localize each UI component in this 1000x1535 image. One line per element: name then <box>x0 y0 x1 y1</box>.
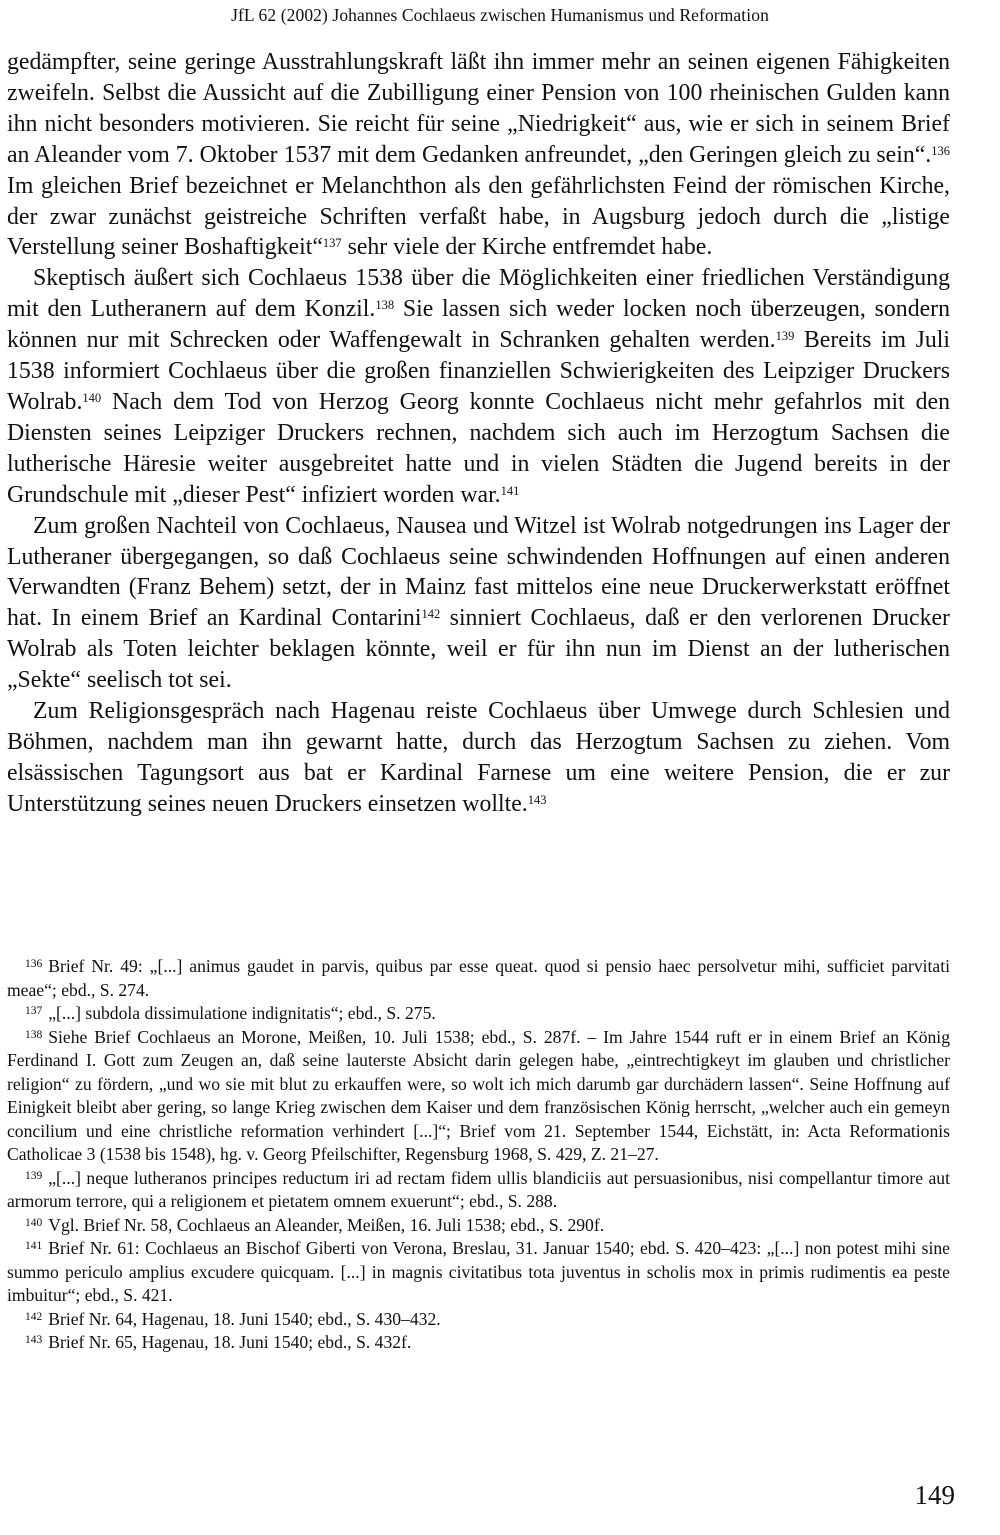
paragraph <box>7 47 950 263</box>
footnote-text: Siehe Brief Cochlaeus an Morone, Meißen, 10. Juli 1538; ebd., S. 287f. – Im Jahre 1544 ruft er in einem Brief an König Ferdinand I. Gott zum Zeugen an, daß seine lauterste Absicht darin gelegen habe, „eintrechtigkeyt im glauben und christlicher religion“ zu fördern, „und wo sie mit blut zu erkauffen were, so wolt ich mich darumb gar durchädern lassen“. Seine Hoffnung auf Einigkeit bleibt aber gering, so lange Krieg zwischen dem Kaiser und dem französischen König herrscht, „welcher auch ein gemeyn concilium und eine christliche reformation verhindert [...]“; Brief vom 21. September 1544, Eichstätt, in: Acta Reformationis Catholicae 3 (1538 bis 1548), hg. v. Georg Pfeilschifter, Regensburg 1968, S. 429, Z. 21–27. <box>7 1026 950 1164</box>
footnote <box>7 1331 950 1355</box>
footnote-text: „[...] neque lutheranos principes reductum iri ad rectam fidem ullis blandiciis aut persuasionibus, nisi compellantur timore aut armorum terrore, qui a religionem et pietatem omnem exuerunt“; ebd., S. 288. <box>7 1167 950 1211</box>
footnote-reference[interactable]: 139 <box>775 329 795 344</box>
text-segment: Zum Religionsgespräch nach Hagenau reiste Cochlaeus über Umwege durch Schlesien und Böhmen, nachdem man ihn gewarnt hatte, durch das Herzogtum Sachsen zu ziehen. Vom elsässischen Tagungsort aus bat er Kardinal Farnese um eine weitere Pension, die er zur Unterstützung seines neuen Druckers einsetzen wollte. <box>7 698 950 817</box>
footnote-reference[interactable]: 143 <box>527 792 547 807</box>
footnote-reference[interactable]: 136 <box>931 143 950 158</box>
footnote-reference[interactable]: 141 <box>500 483 520 498</box>
paragraph <box>7 511 950 696</box>
text-segment: gedämpfter, seine geringe Ausstrahlungskraft läßt ihn immer mehr an seinen eigenen Fähigkeiten zweifeln. Selbst die Aussicht auf die Zubilligung einer Pension von 100 rheinischen Gulden kann ihn nicht besonders motivieren. Sie reicht für seine „Niedrigkeit“ aus, wie er sich in seinem Brief an Aleander vom 7. Oktober 1537 mit dem Gedanken anfreundet, „den Geringen gleich zu sein“. <box>7 49 950 168</box>
text-segment: Im gleichen Brief bezeichnet er Melanchthon als den gefährlichsten Feind der römischen Kirche, der zwar zunächst geistreiche Schriften verfaßt habe, in Augsburg jedoch durch die „listige Verstellung seiner Boshaftigkeit“ <box>7 172 950 261</box>
footnote-number: 137 <box>25 1005 43 1017</box>
footnote-number: 139 <box>25 1169 43 1182</box>
text-segment: Nach dem Tod von Herzog Georg konnte Cochlaeus nicht mehr gefahrlos mit den Diensten seines Leipziger Druckers rechnen, nachdem sich auch im Herzogtum Sachsen die lutherische Häresie weiter ausgebreitet hatte und in vielen Städten die Jugend bereits in der Grundschule mit „dieser Pest“ infiziert worden war. <box>7 388 950 508</box>
paragraph <box>7 263 950 510</box>
footnote-reference[interactable]: 140 <box>82 390 102 405</box>
footnotes-section <box>7 955 950 1355</box>
footnote-text: „[...] subdola dissimulatione indignitatis“; ebd., S. 275. <box>48 1003 436 1023</box>
main-text <box>7 47 950 820</box>
footnote <box>7 1237 950 1308</box>
footnote <box>7 1026 950 1167</box>
text-segment: Zum großen Nachteil von Cochlaeus, Nausea und Witzel ist Wolrab notgedrungen ins Lager der Lutheraner übergegangen, so daß Cochlaeus seine schwindenden Hoffnungen auf einen anderen Verwandten (Franz Behem) setzt, der in Mainz fast mittelos eine neue Druckerwerkstatt eröffnet hat. In einem Brief an Kardinal Contarini <box>7 512 950 632</box>
footnote <box>7 1308 950 1332</box>
footnote-number: 143 <box>25 1334 43 1346</box>
footnote-number: 141 <box>25 1240 43 1252</box>
footnote-number: 136 <box>25 958 43 970</box>
footnote-text: Brief Nr. 65, Hagenau, 18. Juni 1540; ebd., S. 432f. <box>48 1332 412 1352</box>
footnote-reference[interactable]: 138 <box>375 298 395 313</box>
footnote-reference[interactable]: 137 <box>322 236 342 251</box>
footnote-number: 138 <box>25 1028 43 1041</box>
footnote-reference[interactable]: 142 <box>421 607 441 622</box>
footnote-text: Vgl. Brief Nr. 58, Cochlaeus an Aleander, Meißen, 16. Juli 1538; ebd., S. 290f. <box>48 1214 605 1235</box>
text-segment: sehr viele der Kirche entfremdet habe. <box>341 234 713 261</box>
running-header: JfL 62 (2002) Johannes Cochlaeus zwischen Humanismus und Reformation <box>231 5 769 25</box>
footnote <box>7 955 950 1002</box>
text-segment: Bereits im Juli 1538 informiert Cochlaeus über die großen finanziellen Schwierigkeiten des Leipziger Druckers Wolrab. <box>7 327 950 415</box>
footnote-number: 140 <box>25 1216 43 1229</box>
footnote-text: Brief Nr. 64, Hagenau, 18. Juni 1540; ebd., S. 430–432. <box>48 1308 441 1329</box>
footnote <box>7 1167 950 1214</box>
footnote-number: 142 <box>25 1310 43 1323</box>
text-segment: sinniert Cochlaeus, daß er den verlorenen Drucker Wolrab als Toten leichter beklagen könnte, weil er für ihn nun im Dienst an der lutherischen „Sekte“ seelisch tot sei. <box>7 605 950 694</box>
footnote <box>7 1002 950 1026</box>
text-segment: Skeptisch äußert sich Cochlaeus 1538 über die Möglichkeiten einer friedlichen Verständigung mit den Lutheranern auf dem Konzil. <box>7 265 950 323</box>
footnote-text: Brief Nr. 61: Cochlaeus an Bischof Giberti von Verona, Breslau, 31. Januar 1540; ebd. S. 420–423: „[...] non potest mihi sine summo periculo amplius excudere quicquam. [...] in magnis civitatibus tota juventus in scholis mox in primis rudimentis ea peste imbuitur“; ebd., S. 421. <box>7 1238 950 1305</box>
paragraph <box>7 696 950 820</box>
text-segment: Sie lassen sich weder locken noch überzeugen, sondern können nur mit Schrecken oder Waffengewalt in Schranken gehalten werden. <box>7 296 950 354</box>
footnote-text: Brief Nr. 49: „[...] animus gaudet in parvis, quibus par esse queat. quod si pensio haec persolvetur mihi, sufficiet parvitati meae“; ebd., S. 274. <box>7 956 950 1000</box>
page-number: 149 <box>914 1480 955 1510</box>
footnote <box>7 1214 950 1238</box>
